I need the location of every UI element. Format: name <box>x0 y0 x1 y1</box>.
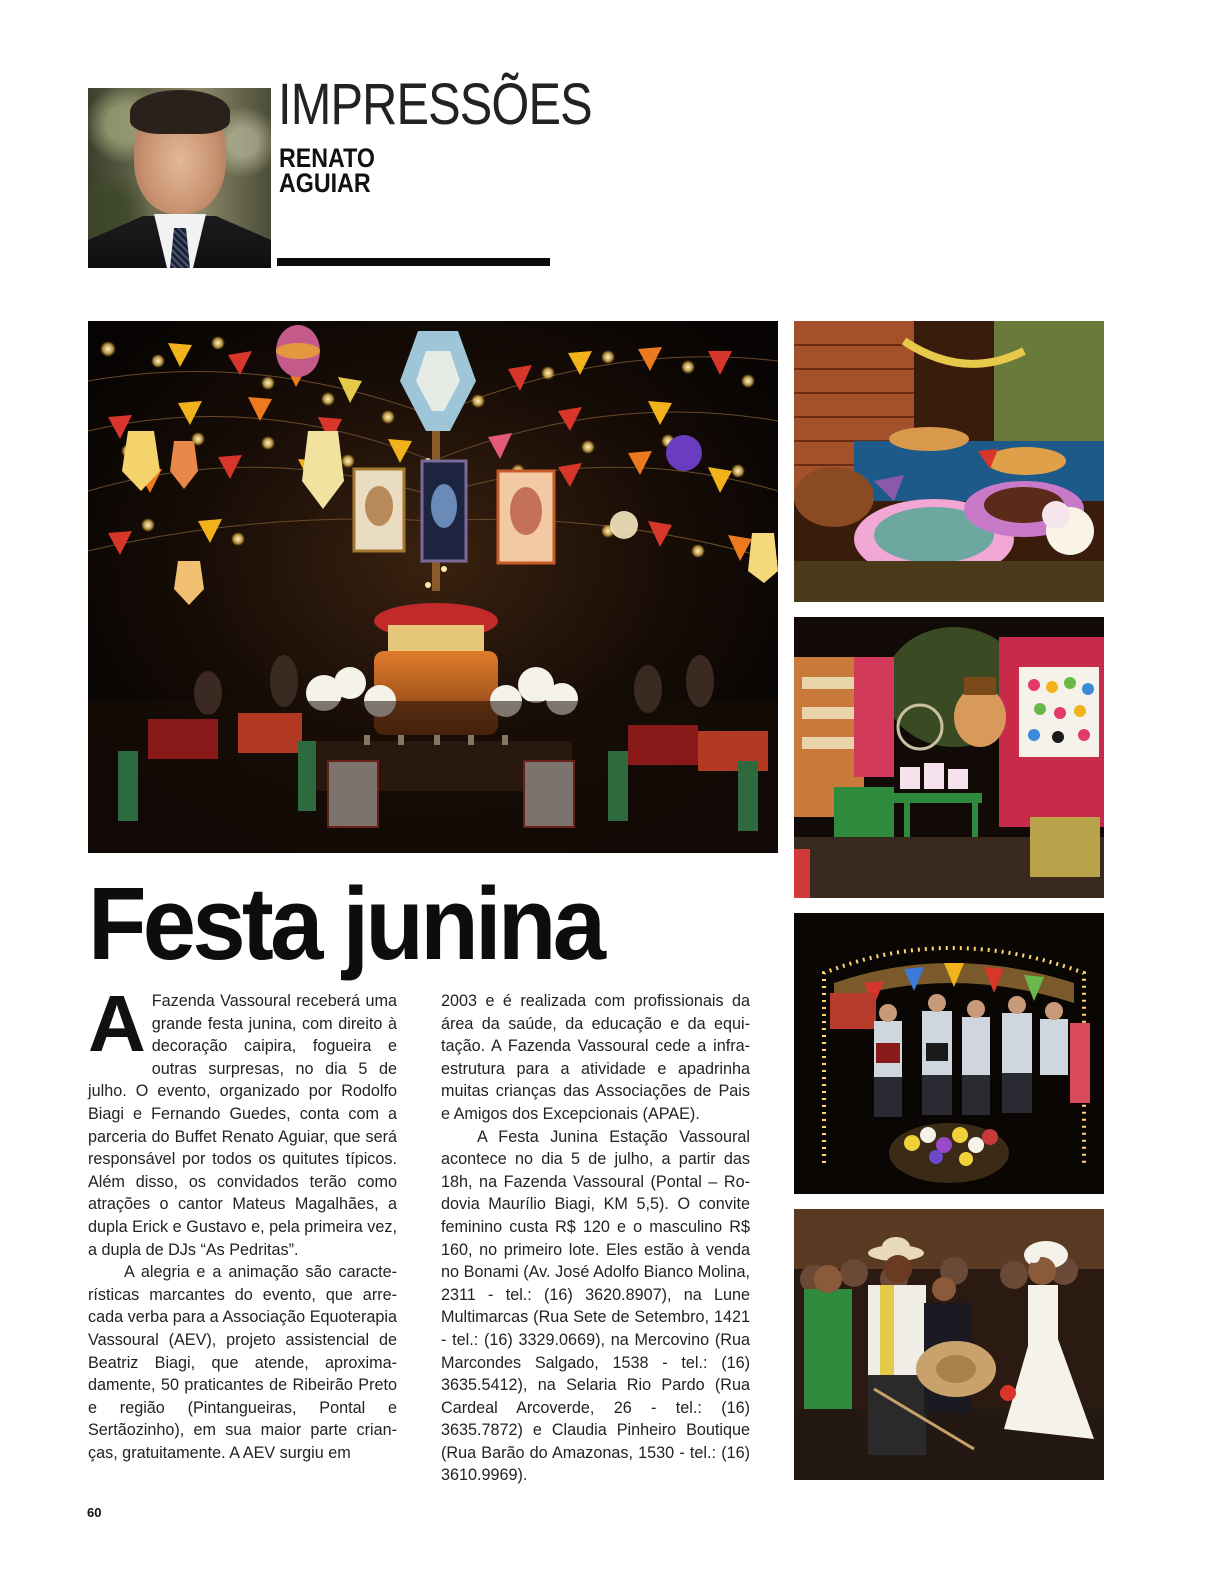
paragraph-intro-text: Fazenda Vassoural receberá uma grande festa junina, com direito à decoração caipira, fogueira e outras surpresas, no dia 5 de julho. O evento, organizado por Rodolfo Biagi e Fernando Guedes, conta com a parceria do Buffet Renato Aguiar, que será responsável por todos os quitutes típicos. Além disso, os convidados terão como atrações o cantor Mateus Magalhães, a dupla Erick e Gustavo e, pela primeira vez, a dupla de DJs “As Pedritas”. <box>88 992 397 1259</box>
paragraph-aev: 2003 e é realizada com profissionais da área da saúde, da educação e da equitação. A Fazenda Vassoural cede a infraestrutura para a atividade e apadrinha muitas crianças das Associações de Pais e Amigos dos Excepcionais (APAE). <box>441 992 750 1123</box>
photo-food-table-graphic <box>794 321 1104 602</box>
section-title: IMPRESSÕES <box>278 72 592 137</box>
photo-festa-main <box>88 321 778 853</box>
photo-quadrilha-dancers <box>794 1209 1104 1480</box>
paragraph-details: A Festa Junina Estação Vassoural acontece no dia 5 de julho, a partir das 18h, na Fazenda Vassoural (Pontal – Rodovia Maurílio Biagi, KM 5,5). O convite feminino custa R$ 120 e o masculino R$ 160, no primeiro lote. Eles estão à venda no Bonami (Av. José Adolfo Bianco Molina, 2311 - tel.: (16) 3620.8907), na Lune Multimarcas (Rua Sete de Setembro, 1421 - tel.: (16) 3329.0669), na Mercovino (Rua Marcondes Salgado, 1538 - tel.: (16) 3635.5412), na Selaria Rio Pardo (Rua Cardeal Arcoverde, 26 - tel.: (16) 3635.7872) e Claudia Pinheiro Boutique (Rua Barão do Amazonas, 1530 - tel.: (16) 3610.9969). <box>441 1127 750 1485</box>
author-first-name: RENATO <box>279 143 375 173</box>
paragraph-intro <box>88 979 397 1261</box>
author-last-name: AGUIAR <box>279 168 371 198</box>
photo-quadrilha-dancers-graphic <box>794 1209 1104 1480</box>
paragraph-event: A alegria e a animação são características marcantes do evento, que arrecada verba para a Associação Equoterapia Vassoural (AEV), projeto assistencial de Beatriz Biagi, que atende, aproximadamente, 50 praticantes de Ribeirão Preto e região (Pintangueiras, Pontal e Sertãozinho), em sua maior parte crianças, gratuitamente. A AEV surgiu em <box>88 1263 397 1462</box>
author-name <box>279 143 375 198</box>
photo-decorated-booth <box>794 617 1104 898</box>
article-headline: Festa junina <box>88 866 603 981</box>
author-portrait <box>88 88 271 268</box>
header-rule <box>277 258 550 266</box>
drop-cap: A <box>88 979 146 1068</box>
article-column-right <box>441 990 750 1487</box>
photo-festa-main-graphic <box>88 321 778 853</box>
photo-food-table <box>794 321 1104 602</box>
photo-musicians-arch <box>794 913 1104 1194</box>
page-number: 60 <box>87 1505 102 1520</box>
article-column-left <box>88 979 397 1464</box>
photo-decorated-booth-graphic <box>794 617 1104 898</box>
photo-musicians-arch-graphic <box>794 913 1104 1194</box>
